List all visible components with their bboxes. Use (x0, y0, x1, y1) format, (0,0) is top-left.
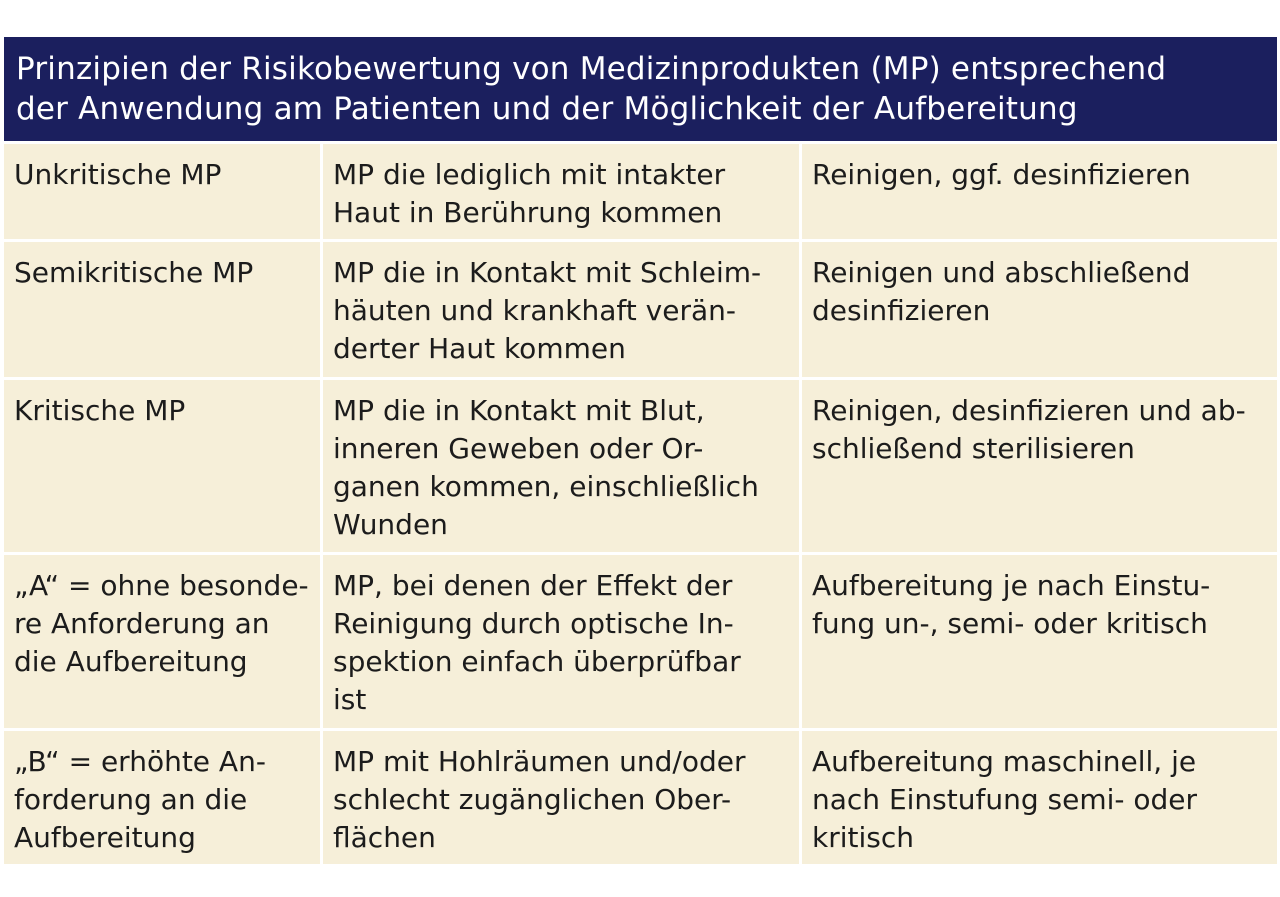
cell-category-kritisch (4, 380, 320, 552)
cell-text-line: spektion einfach überprüfbar (333, 645, 741, 678)
table-title-line: der Anwendung am Patienten und der Möglichkeit der Aufbereitung (16, 91, 1078, 127)
cell-text-line: häuten und krankhaft verän- (333, 294, 736, 327)
cell-category-unkritisch (4, 144, 320, 239)
table-title-line: Prinzipien der Risikobewertung von Medizinprodukten (MP) entsprechend (16, 51, 1167, 87)
table-body (4, 144, 1277, 864)
risk-assessment-table (4, 37, 1277, 864)
cell-text-line: forderung an die (14, 783, 248, 816)
cell-description-kritisch (323, 380, 799, 552)
cell-text-line: nach Einstufung semi- oder (812, 783, 1198, 816)
cell-text-line: Wunden (333, 508, 448, 541)
cell-description-a (323, 555, 799, 728)
cell-description-semikritisch (323, 242, 799, 377)
cell-text-line: Semikritische MP (14, 256, 254, 289)
cell-text-line: Reinigen und abschließend (812, 256, 1191, 289)
cell-text-line: Aufbereitung maschinell, je (812, 745, 1197, 778)
cell-category-a (4, 555, 320, 728)
cell-text-line: kritisch (812, 821, 914, 854)
cell-text-line: Reinigen, ggf. desinfizieren (812, 158, 1191, 191)
cell-text-line: Aufbereitung (14, 821, 196, 854)
cell-text-line: schließend sterilisieren (812, 432, 1135, 465)
cell-description-b (323, 731, 799, 864)
cell-text-line: desinfizieren (812, 294, 991, 327)
cell-text-line: Kritische MP (14, 394, 186, 427)
cell-text-line: „A“ = ohne besonde- (14, 569, 309, 602)
cell-text-line: flächen (333, 821, 436, 854)
cell-text-line: MP die in Kontakt mit Schleim- (333, 256, 762, 289)
cell-text-line: ist (333, 683, 367, 716)
cell-text-line: ganen kommen, einschließlich (333, 470, 759, 503)
cell-text-line: MP die in Kontakt mit Blut, (333, 394, 705, 427)
cell-treatment-kritisch (802, 380, 1277, 552)
cell-text-line: Aufbereitung je nach Einstu- (812, 569, 1211, 602)
cell-text-line: schlecht zugänglichen Ober- (333, 783, 732, 816)
cell-text-line: Unkritische MP (14, 158, 222, 191)
cell-text-line: „B“ = erhöhte An- (14, 745, 266, 778)
cell-text-line: Haut in Berührung kommen (333, 196, 723, 229)
cell-description-unkritisch (323, 144, 799, 239)
table-title (4, 37, 1277, 141)
cell-text-line: inneren Geweben oder Or- (333, 432, 704, 465)
cell-text-line: MP, bei denen der Effekt der (333, 569, 733, 602)
cell-text-line: MP mit Hohlräumen und/oder (333, 745, 746, 778)
cell-treatment-unkritisch (802, 144, 1277, 239)
cell-text-line: fung un-, semi- oder kritisch (812, 607, 1208, 640)
cell-category-semikritisch (4, 242, 320, 377)
cell-treatment-a (802, 555, 1277, 728)
cell-category-b (4, 731, 320, 864)
cell-text-line: Reinigung durch optische In- (333, 607, 734, 640)
cell-treatment-semikritisch (802, 242, 1277, 377)
cell-text-line: MP die lediglich mit intakter (333, 158, 726, 191)
cell-treatment-b (802, 731, 1277, 864)
cell-text-line: derter Haut kommen (333, 332, 626, 365)
cell-text-line: re Anforderung an (14, 607, 270, 640)
cell-text-line: Reinigen, desinfizieren und ab- (812, 394, 1246, 427)
cell-text-line: die Aufbereitung (14, 645, 248, 678)
